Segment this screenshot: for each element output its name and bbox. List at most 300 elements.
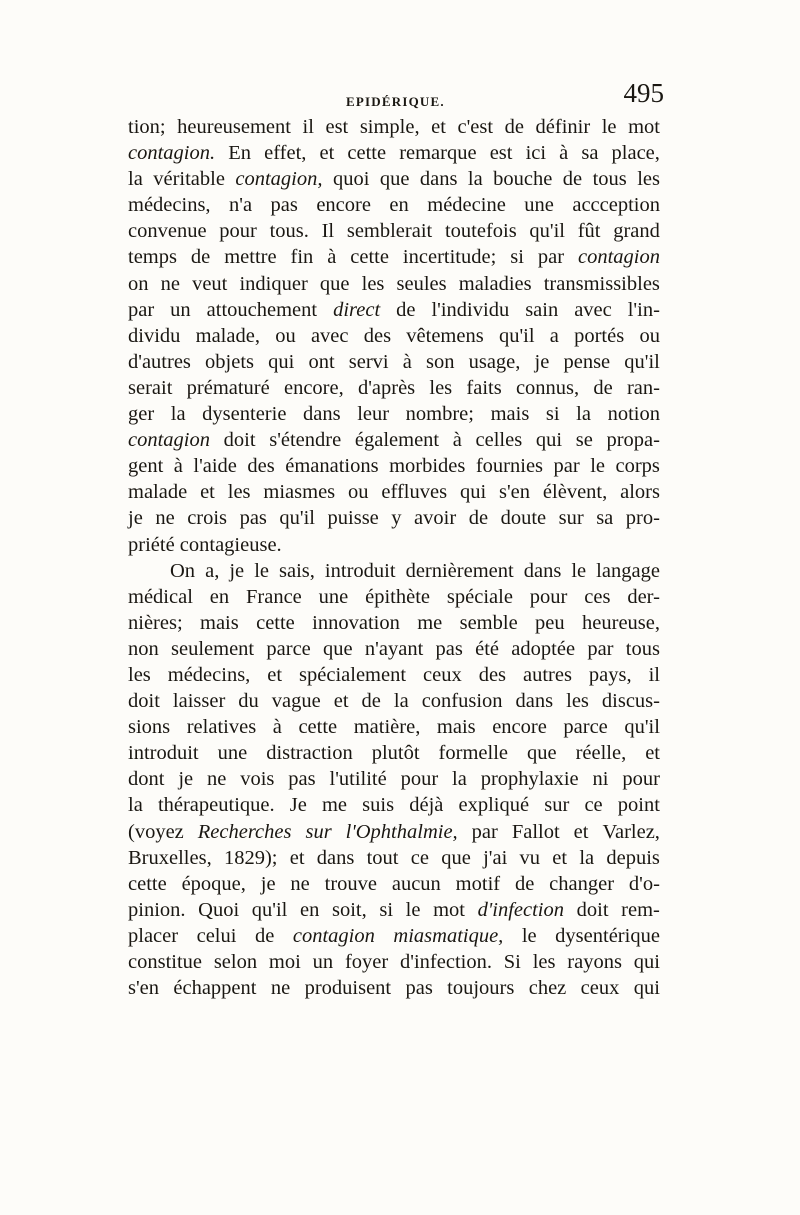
word: du [238, 690, 259, 713]
word: par [471, 820, 498, 843]
word: ou [275, 324, 296, 347]
word: les [429, 376, 453, 399]
word: temps [128, 246, 177, 269]
word: qui [459, 481, 487, 504]
word: Si [503, 951, 521, 973]
word: que [323, 637, 353, 660]
word: ne [290, 872, 310, 895]
word: d'infection. [400, 951, 492, 973]
word: par [128, 298, 155, 321]
word: innovation [312, 611, 400, 634]
word: alors [620, 481, 660, 504]
word: en [389, 194, 409, 217]
text-line [128, 792, 660, 818]
word: En [228, 142, 251, 165]
word: les [637, 168, 660, 191]
word: mais [490, 403, 530, 426]
word: objets [205, 350, 254, 373]
word: pas [239, 507, 267, 530]
word: gent [128, 455, 164, 478]
word: qu'il [498, 324, 535, 347]
word: de [593, 376, 613, 399]
word: pays, [588, 663, 632, 686]
word: d'infection [477, 898, 564, 921]
text-line [128, 114, 660, 140]
word: de [361, 690, 381, 713]
word: vu [519, 846, 541, 869]
word: une [318, 585, 349, 608]
word: j'ai [483, 846, 508, 869]
word: matière, [353, 716, 421, 739]
word: autres [522, 663, 572, 686]
word: heureuse, [582, 611, 660, 634]
text-line [128, 349, 660, 375]
word: pour [622, 768, 660, 791]
word: son [426, 350, 455, 373]
word: à [559, 142, 569, 165]
word: qui [535, 429, 563, 452]
text-line [128, 401, 660, 427]
word: point [617, 794, 660, 817]
word: doit [576, 898, 609, 921]
word: effluves [381, 481, 448, 504]
word: n'ayant [364, 637, 424, 660]
word: il [302, 116, 314, 138]
word: que [441, 846, 471, 869]
text-line [128, 140, 660, 166]
word: qu'il [279, 507, 315, 530]
word: me [321, 794, 348, 817]
word: contagion, [235, 168, 323, 191]
word: s'en [499, 481, 531, 504]
page-header [134, 76, 664, 116]
word: qu'il [624, 350, 660, 373]
word: l'in- [627, 298, 660, 321]
running-head: EPIDÉRIQUE. [346, 94, 445, 109]
word: attouchement [206, 298, 318, 321]
word: ou [639, 324, 660, 347]
text-line [128, 244, 660, 270]
word: faits [466, 376, 502, 399]
word: doit [223, 429, 256, 452]
word: Bruxelles, [128, 846, 212, 869]
word: direct [333, 298, 381, 321]
word: des [247, 455, 275, 478]
word: thérapeutique. [157, 794, 275, 817]
word: avec [574, 298, 612, 321]
word: émanations [285, 455, 379, 478]
word: grand [613, 220, 660, 243]
word: pinion. [128, 898, 186, 921]
word: convenue [128, 220, 207, 243]
word: a [549, 324, 559, 347]
word: fournies [475, 455, 544, 478]
word: vêtemens [406, 324, 484, 347]
word: sur [558, 507, 584, 530]
word: la [579, 846, 595, 869]
word: heureusement [177, 116, 291, 138]
word: soit, [331, 898, 367, 921]
word: connus, [515, 376, 580, 399]
word: à [272, 716, 282, 739]
word: je [178, 768, 194, 791]
word: spécialement [299, 663, 407, 686]
word: fût [577, 220, 601, 243]
text-line [128, 610, 660, 636]
word: que [526, 742, 557, 765]
word: il [648, 663, 660, 686]
word: dans [303, 403, 341, 426]
text-line [128, 975, 660, 1001]
word: parce [266, 637, 311, 660]
body-text [128, 114, 660, 1001]
word: peu [535, 611, 565, 634]
word: le [601, 116, 617, 138]
word: suis [362, 794, 395, 817]
word: est [489, 142, 513, 165]
word: par [537, 246, 565, 269]
page-number: 495 [623, 78, 664, 108]
word: de [396, 298, 416, 321]
word: mettre [224, 246, 277, 269]
word: la [170, 403, 186, 426]
word: l'utilité [329, 768, 387, 791]
word: et [289, 846, 305, 869]
word: changer [549, 872, 615, 895]
word: les [128, 663, 151, 686]
word: Il [321, 220, 335, 243]
word: veut [192, 272, 228, 295]
word: tion; [128, 116, 166, 138]
word: et [645, 742, 660, 765]
word: discus- [601, 690, 660, 713]
word: de [468, 507, 489, 530]
text-line [128, 192, 660, 218]
word: les [227, 481, 251, 504]
word: produisent [304, 977, 392, 1000]
word: ceux [580, 977, 620, 1000]
text-line [128, 923, 660, 949]
text-line [128, 662, 660, 688]
word: incertitude; [402, 246, 497, 269]
word: sions [128, 716, 171, 739]
word: spéciale [446, 585, 513, 608]
text-line [128, 688, 660, 714]
word: médecins, [167, 663, 251, 686]
word: médecins, [128, 194, 211, 217]
word: et [267, 663, 283, 686]
word: qui [633, 977, 660, 1000]
word: la [576, 403, 591, 426]
word: la [452, 768, 467, 791]
word: non [128, 637, 159, 660]
word: celui [196, 924, 237, 947]
word: d'autres [128, 350, 191, 373]
word: qu'il [529, 220, 566, 243]
word: depuis [606, 846, 660, 869]
word: époque, [181, 872, 246, 895]
word: semble [459, 611, 518, 634]
word: rem- [621, 898, 660, 921]
word: je [128, 507, 143, 530]
word: d'o- [628, 872, 660, 895]
word: quoi [332, 168, 370, 191]
word: contagion [577, 246, 660, 269]
word: contagion [292, 924, 375, 947]
word: chez [528, 977, 567, 1000]
text-line [128, 949, 660, 975]
text-line [128, 479, 660, 505]
word: qu'il [624, 716, 660, 739]
word: pour [529, 585, 568, 608]
word: est [325, 116, 349, 138]
word: s'étendre [269, 429, 342, 452]
word: placer [128, 924, 179, 947]
word: pas [435, 637, 463, 660]
word: dans [419, 168, 458, 191]
word: de [514, 872, 535, 895]
word: propa- [606, 429, 660, 452]
word: je [534, 350, 550, 373]
word: (voyez [128, 820, 184, 843]
word: On [170, 559, 196, 582]
word: 1829); [223, 846, 278, 869]
word: réelle, [575, 742, 627, 765]
word: ger [128, 403, 155, 426]
word: ont [308, 350, 335, 373]
word: à [452, 429, 462, 452]
word: véritable [153, 168, 225, 191]
word: pour [219, 220, 257, 243]
word: si [545, 403, 560, 426]
word: simple, [359, 116, 420, 138]
word: de [562, 168, 583, 191]
word: échappent [173, 977, 257, 1000]
word: tout [366, 846, 399, 869]
word: trouve [324, 872, 377, 895]
word: vois [240, 768, 275, 791]
word: relatives [186, 716, 257, 739]
word: l'aide [193, 455, 237, 478]
word: que [319, 272, 350, 295]
word: ne [270, 977, 291, 1000]
word: je [260, 872, 276, 895]
word: l'individu [431, 298, 510, 321]
word: cette [128, 872, 167, 895]
word: mot [628, 116, 660, 138]
word: ou [348, 481, 369, 504]
text-line [128, 323, 660, 349]
word: ni [592, 768, 609, 791]
word: c'est [457, 116, 494, 138]
text-line [128, 505, 660, 531]
word: à [327, 246, 337, 269]
word: constitue [128, 951, 203, 973]
word: puisse [327, 507, 379, 530]
word: der- [627, 585, 660, 608]
word: de [190, 246, 211, 269]
word: France [246, 585, 302, 608]
word: aucun [391, 872, 441, 895]
word: sais, [279, 559, 315, 582]
word: Fallot [511, 820, 560, 843]
word: encore, [283, 376, 344, 399]
word: y [391, 507, 402, 530]
word: le [590, 455, 605, 478]
word: avoir [414, 507, 457, 530]
word: place, [611, 142, 660, 165]
word: dans [316, 846, 355, 869]
word: le [254, 559, 269, 582]
word: sur [544, 794, 570, 817]
word: de [254, 924, 275, 947]
word: malade, [195, 324, 260, 347]
word: selon [213, 951, 258, 973]
word: à [173, 455, 183, 478]
word: les [532, 951, 556, 973]
word: la [393, 690, 409, 713]
word: formelle [438, 742, 508, 765]
word: par [553, 455, 580, 478]
text-line [128, 218, 660, 244]
word: médecine [427, 194, 506, 217]
word: remarque [399, 142, 477, 165]
word: doute [500, 507, 547, 530]
word: ran- [626, 376, 660, 399]
text-line [128, 375, 660, 401]
word: expliqué [458, 794, 530, 817]
word: ce [584, 794, 603, 817]
word: cette [256, 611, 295, 634]
word: été [475, 637, 500, 660]
text-line [128, 845, 660, 871]
word: encore [492, 716, 547, 739]
word: s'en [128, 977, 160, 1000]
word: une [524, 194, 554, 217]
word: rayons [567, 951, 622, 973]
word: priété contagieuse. [128, 533, 282, 556]
word: ceux [423, 663, 462, 686]
word: la [128, 168, 143, 191]
word: nombre; [405, 403, 474, 426]
word: tous. [269, 220, 309, 243]
word: sain [525, 298, 559, 321]
word: seulement [171, 637, 255, 660]
text-line [128, 819, 660, 845]
word: langage [596, 559, 660, 582]
word: médical [128, 585, 193, 608]
text-line [128, 558, 660, 584]
word: dysentérique [555, 924, 660, 947]
word: maladies [458, 272, 532, 295]
word: qui [633, 951, 660, 973]
text-line [128, 532, 660, 558]
text-line [128, 271, 660, 297]
word: plutôt [371, 742, 420, 765]
word: toutefois [444, 220, 517, 243]
word: dernièrement [405, 559, 514, 582]
word: ne [160, 272, 180, 295]
text-line [128, 766, 660, 792]
word: morbides [389, 455, 466, 478]
word: tous [592, 168, 627, 191]
word: ce [410, 846, 429, 869]
word: dans [515, 690, 554, 713]
word: moi [268, 951, 301, 973]
word: a, [205, 559, 220, 582]
word: et [319, 142, 335, 165]
text-line [128, 714, 660, 740]
word: déjà [409, 794, 444, 817]
word: n'a [229, 194, 253, 217]
word: tous [625, 637, 660, 660]
word: miasmes [263, 481, 336, 504]
word: à [402, 350, 412, 373]
word: malade [128, 481, 188, 504]
word: dont [128, 768, 165, 791]
word: pour [400, 768, 439, 791]
word: dividu [128, 324, 181, 347]
word: introduit [128, 742, 199, 765]
word: une [217, 742, 248, 765]
word: la [467, 168, 483, 191]
word: doit [128, 690, 160, 713]
word: bouche [493, 168, 553, 191]
word: encore [316, 194, 371, 217]
word: Je [289, 794, 307, 817]
word: ici [525, 142, 547, 165]
word: semblerait [346, 220, 433, 243]
word: me [417, 611, 443, 634]
word: cette [298, 716, 338, 739]
word: la [128, 794, 143, 817]
word: se [575, 429, 593, 452]
text-line [128, 897, 660, 923]
word: par [587, 637, 614, 660]
word: le [521, 924, 537, 947]
word: pas [270, 194, 298, 217]
word: on [128, 272, 149, 295]
word: contagion. [128, 142, 216, 165]
word: parce [563, 716, 608, 739]
word: usage, [468, 350, 521, 373]
word: qui [268, 350, 295, 373]
word: des [363, 324, 392, 347]
word: foyer [344, 951, 389, 973]
word: de [504, 116, 524, 138]
word: ne [155, 507, 175, 530]
word: en [209, 585, 230, 608]
word: introduit [324, 559, 396, 582]
word: nières; [128, 611, 183, 634]
word: pas [405, 977, 433, 1000]
word: mais [200, 611, 239, 634]
text-line [128, 636, 660, 662]
text-line [128, 584, 660, 610]
word: contagion [128, 429, 210, 452]
word: Varlez, [602, 820, 660, 843]
word: dans [523, 559, 562, 582]
word: laisser [172, 690, 226, 713]
word: si [510, 246, 524, 269]
word: dysenterie [202, 403, 287, 426]
word: également [354, 429, 440, 452]
word: je [229, 559, 245, 582]
word: élèvent, [542, 481, 608, 504]
word: mot [433, 898, 465, 921]
word: transmissibles [543, 272, 660, 295]
text-line [128, 740, 660, 766]
